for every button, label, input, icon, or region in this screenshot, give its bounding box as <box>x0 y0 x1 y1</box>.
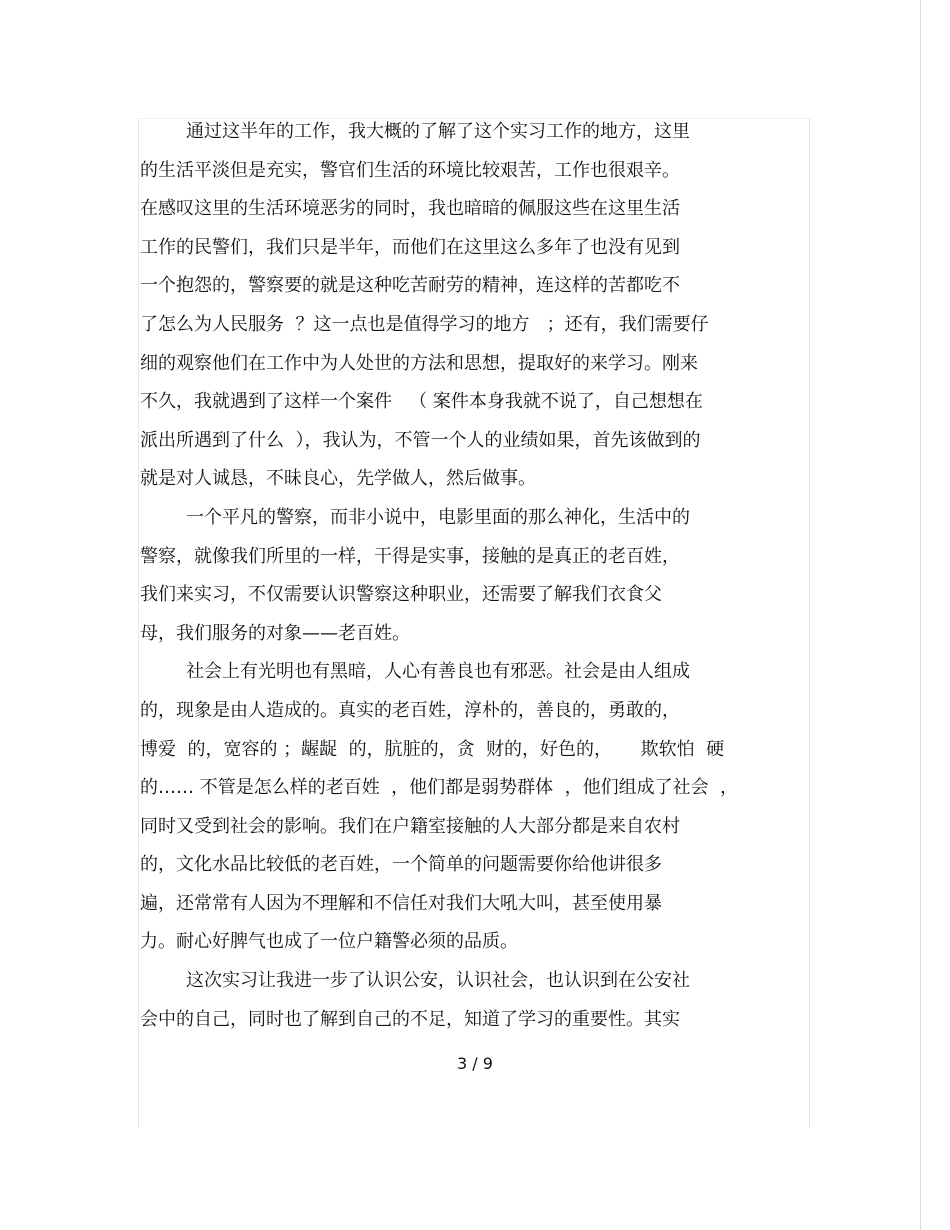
text-line: 通过这半年的工作，我大概的了解了这个实习工作的地方，这里 <box>186 121 690 142</box>
document-body <box>140 113 812 1039</box>
text-line: 不久，我就遇到了这样一个案件 （ 案件本身我就不说了，自己想想在 <box>140 391 703 413</box>
text-line: 的，文化水品比较低的老百姓，一个简单的问题需要你给他讲很多 <box>140 854 662 876</box>
text-line: 就是对人诚恳，不昧良心，先学做人，然后做事。 <box>140 468 536 490</box>
text-line: 派出所遇到了什么 ），我认为，不管一个人的业绩如果，首先该做到的 <box>140 429 701 451</box>
text-line: 这次实习让我进一步了认识公安，认识社会，也认识到在公安社 <box>186 970 690 992</box>
text-line: 我们来实习，不仅需要认识警察这种职业，还需要了解我们衣食父 <box>140 584 662 606</box>
text-line: 的，现象是由人造成的。真实的老百姓，淳朴的，善良的，勇敢的， <box>140 699 680 721</box>
text-line: 社会上有光明也有黑暗，人心有善良也有邪恶。社会是由人组成 <box>186 661 690 683</box>
text-line: 力。耐心好脾气也成了一位户籍警必须的品质。 <box>140 931 518 953</box>
text-line: 同时又受到社会的影响。我们在户籍室接触的人大部分都是来自农村 <box>140 815 680 837</box>
text-line: 细的观察他们在工作中为人处世的方法和思想，提取好的来学习。刚来 <box>140 352 698 374</box>
text-line: 的…… 不管是怎么样的老百姓 ，他们都是弱势群体 ，他们组成了社会 ， <box>140 777 739 799</box>
page-number: 3 / 9 <box>457 1054 493 1073</box>
page-right-edge <box>920 0 921 1230</box>
page-frame-left <box>138 118 139 1128</box>
text-line: 遍，还常常有人因为不理解和不信任对我们大吼大叫，甚至使用暴 <box>140 892 662 914</box>
text-line: 博爱 的，宽容的 ；龌龊 的，肮脏的，贪 财的，好色的， 欺软怕 硬 <box>140 738 725 760</box>
text-line: 会中的自己，同时也了解到自己的不足，知道了学习的重要性。其实 <box>140 1008 680 1030</box>
text-line: 工作的民警们，我们只是半年，而他们在这里这么多年了也没有见到 <box>140 236 680 258</box>
text-line: 的生活平淡但是充实，警官们生活的环境比较艰苦，工作也很艰辛。 <box>140 159 680 181</box>
text-line: 警察，就像我们所里的一样，干得是实事，接触的是真正的老百姓， <box>140 545 680 567</box>
text-line: 母，我们服务的对象——老百姓。 <box>140 622 410 644</box>
text-line: 一个抱怨的，警察要的就是这种吃苦耐劳的精神，连这样的苦都吃不 <box>140 275 680 297</box>
text-line: 了怎么为人民服务 ？这一点也是值得学习的地方 ；还有，我们需要仔 <box>140 313 709 335</box>
text-line: 在感叹这里的生活环境恶劣的同时，我也暗暗的佩服这些在这里生活 <box>140 198 680 220</box>
text-line: 一个平凡的警察，而非小说中，电影里面的那么神化，生活中的 <box>186 506 690 528</box>
